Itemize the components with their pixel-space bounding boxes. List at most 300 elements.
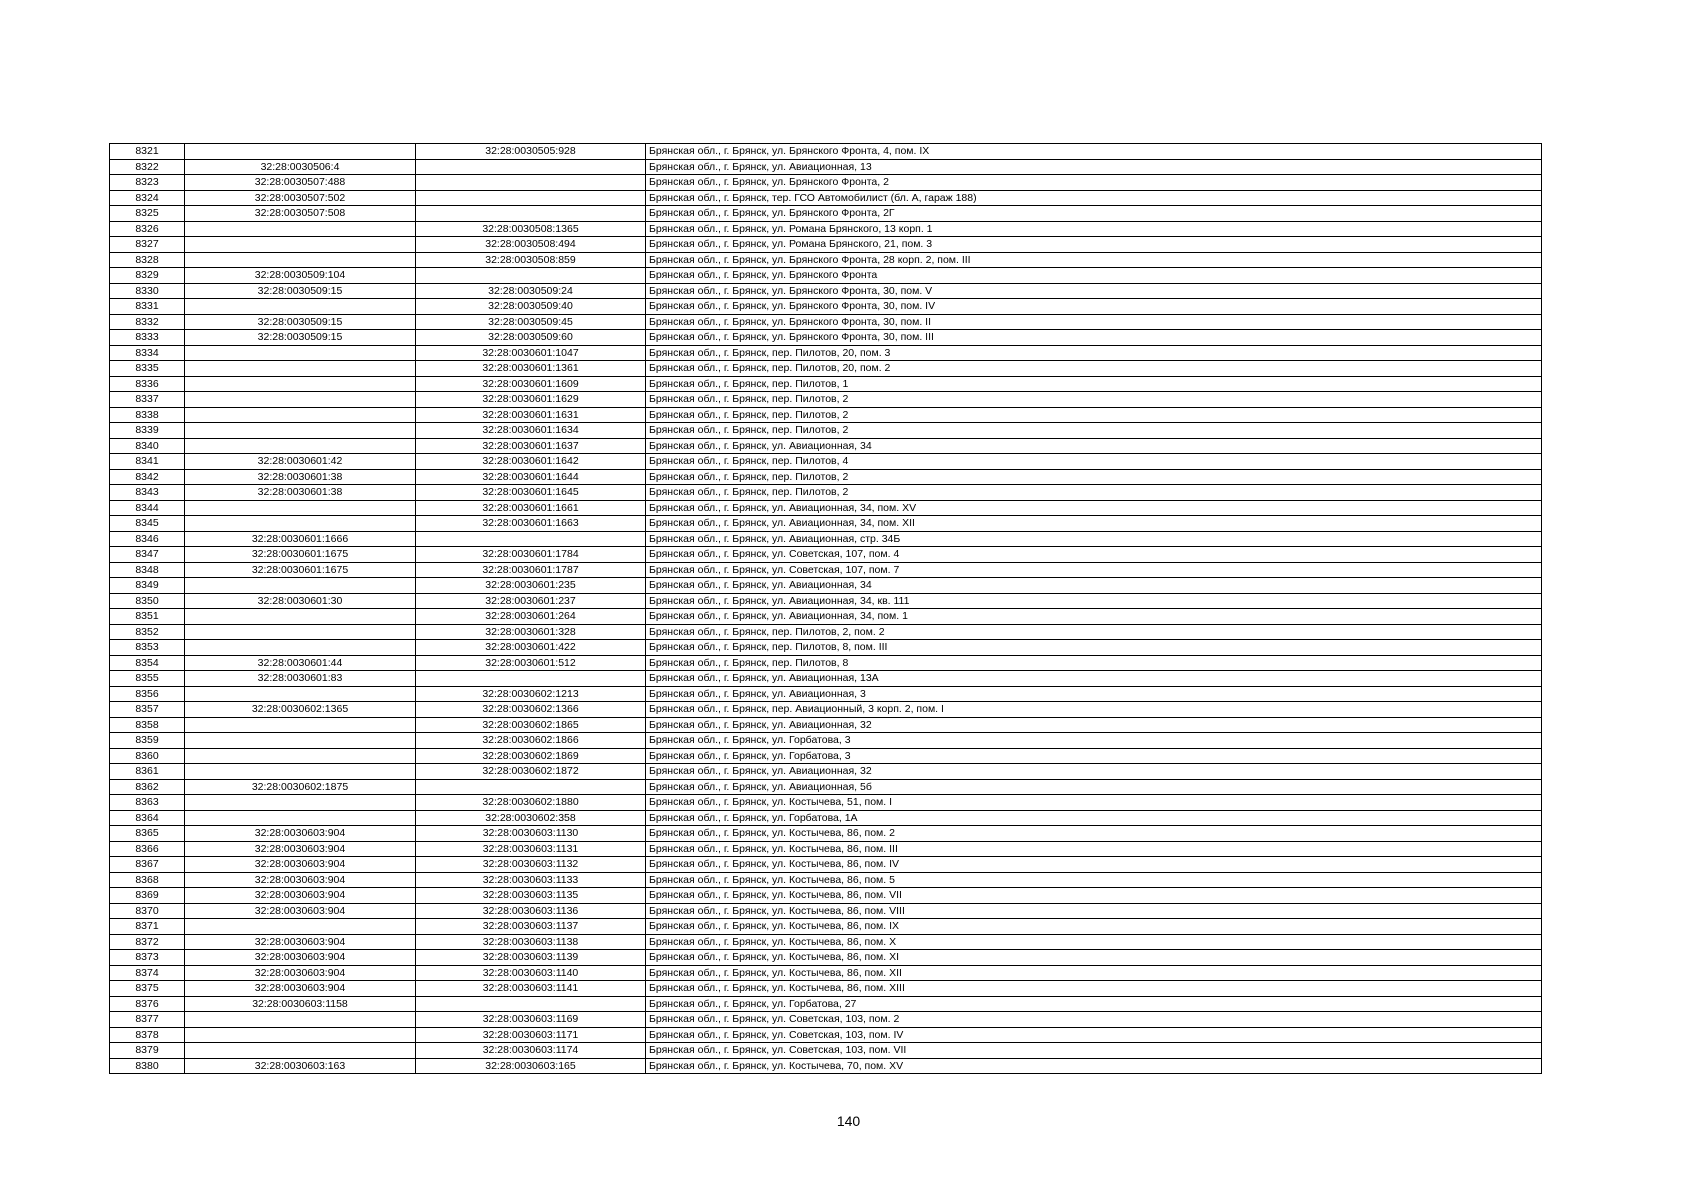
cadastral-number-cell: 32:28:0030603:1171 xyxy=(416,1027,646,1043)
row-number-cell: 8351 xyxy=(110,609,185,625)
table-row xyxy=(110,919,1542,935)
address-cell: Брянская обл., г. Брянск, ул. Авиационная, 34, пом. 1 xyxy=(646,609,1542,625)
cadastral-number-cell: 32:28:0030603:1140 xyxy=(416,965,646,981)
row-number-cell: 8342 xyxy=(110,469,185,485)
address-cell: Брянская обл., г. Брянск, ул. Костычева, 86, пом. XIII xyxy=(646,981,1542,997)
table-row xyxy=(110,593,1542,609)
table-row xyxy=(110,423,1542,439)
address-cell: Брянская обл., г. Брянск, ул. Костычева, 86, пом. 2 xyxy=(646,826,1542,842)
address-cell: Брянская обл., г. Брянск, ул. Советская, 103, пом. IV xyxy=(646,1027,1542,1043)
row-number-cell: 8357 xyxy=(110,702,185,718)
parent-cadastral-number-cell xyxy=(185,748,416,764)
cadastral-number-cell: 32:28:0030602:1366 xyxy=(416,702,646,718)
row-number-cell: 8368 xyxy=(110,872,185,888)
address-cell: Брянская обл., г. Брянск, ул. Горбатова, 3 xyxy=(646,748,1542,764)
address-cell: Брянская обл., г. Брянск, ул. Костычева, 86, пом. IV xyxy=(646,857,1542,873)
table-row xyxy=(110,702,1542,718)
parent-cadastral-number-cell: 32:28:0030509:15 xyxy=(185,330,416,346)
parent-cadastral-number-cell: 32:28:0030601:38 xyxy=(185,469,416,485)
table-row xyxy=(110,392,1542,408)
parent-cadastral-number-cell xyxy=(185,392,416,408)
cadastral-number-cell: 32:28:0030601:1663 xyxy=(416,516,646,532)
table-row xyxy=(110,407,1542,423)
parent-cadastral-number-cell xyxy=(185,1012,416,1028)
parent-cadastral-number-cell: 32:28:0030601:1675 xyxy=(185,562,416,578)
cadastral-number-cell: 32:28:0030602:1213 xyxy=(416,686,646,702)
cadastral-number-cell xyxy=(416,996,646,1012)
row-number-cell: 8362 xyxy=(110,779,185,795)
row-number-cell: 8377 xyxy=(110,1012,185,1028)
address-cell: Брянская обл., г. Брянск, ул. Брянского Фронта xyxy=(646,268,1542,284)
table-row xyxy=(110,206,1542,222)
table-row xyxy=(110,376,1542,392)
cadastral-number-cell: 32:28:0030603:1138 xyxy=(416,934,646,950)
parent-cadastral-number-cell: 32:28:0030603:904 xyxy=(185,857,416,873)
cadastral-number-cell: 32:28:0030603:1133 xyxy=(416,872,646,888)
table-row xyxy=(110,888,1542,904)
address-cell: Брянская обл., г. Брянск, тер. ГСО Автомобилист (бл. А, гараж 188) xyxy=(646,190,1542,206)
table-row xyxy=(110,547,1542,563)
row-number-cell: 8330 xyxy=(110,283,185,299)
address-cell: Брянская обл., г. Брянск, ул. Брянского Фронта, 4, пом. IX xyxy=(646,144,1542,160)
parent-cadastral-number-cell: 32:28:0030507:488 xyxy=(185,175,416,191)
cadastral-number-cell xyxy=(416,206,646,222)
cadastral-number-cell xyxy=(416,779,646,795)
parent-cadastral-number-cell xyxy=(185,810,416,826)
row-number-cell: 8325 xyxy=(110,206,185,222)
cadastral-number-cell: 32:28:0030602:1865 xyxy=(416,717,646,733)
row-number-cell: 8379 xyxy=(110,1043,185,1059)
table-row xyxy=(110,1012,1542,1028)
cadastral-number-cell: 32:28:0030508:494 xyxy=(416,237,646,253)
table-row xyxy=(110,361,1542,377)
address-cell: Брянская обл., г. Брянск, ул. Костычева, 86, пом. VII xyxy=(646,888,1542,904)
address-cell: Брянская обл., г. Брянск, пер. Пилотов, 8 xyxy=(646,655,1542,671)
row-number-cell: 8366 xyxy=(110,841,185,857)
table-row xyxy=(110,330,1542,346)
address-cell: Брянская обл., г. Брянск, ул. Романа Брянского, 21, пом. 3 xyxy=(646,237,1542,253)
parent-cadastral-number-cell xyxy=(185,717,416,733)
address-cell: Брянская обл., г. Брянск, пер. Пилотов, 4 xyxy=(646,454,1542,470)
parent-cadastral-number-cell xyxy=(185,237,416,253)
row-number-cell: 8367 xyxy=(110,857,185,873)
address-cell: Брянская обл., г. Брянск, пер. Авиационный, 3 корп. 2, пом. I xyxy=(646,702,1542,718)
address-cell: Брянская обл., г. Брянск, ул. Брянского Фронта, 2 xyxy=(646,175,1542,191)
parent-cadastral-number-cell: 32:28:0030602:1365 xyxy=(185,702,416,718)
parent-cadastral-number-cell xyxy=(185,438,416,454)
address-cell: Брянская обл., г. Брянск, пер. Пилотов, 2 xyxy=(646,423,1542,439)
address-cell: Брянская обл., г. Брянск, ул. Горбатова, 1А xyxy=(646,810,1542,826)
cadastral-number-cell: 32:28:0030601:1637 xyxy=(416,438,646,454)
cadastral-number-cell: 32:28:0030602:1869 xyxy=(416,748,646,764)
table-row xyxy=(110,283,1542,299)
table-row xyxy=(110,1058,1542,1074)
address-cell: Брянская обл., г. Брянск, ул. Авиационная, 13А xyxy=(646,671,1542,687)
table-row xyxy=(110,655,1542,671)
row-number-cell: 8339 xyxy=(110,423,185,439)
table-row xyxy=(110,779,1542,795)
parent-cadastral-number-cell: 32:28:0030601:83 xyxy=(185,671,416,687)
cadastral-number-cell: 32:28:0030601:1634 xyxy=(416,423,646,439)
row-number-cell: 8365 xyxy=(110,826,185,842)
parent-cadastral-number-cell: 32:28:0030601:44 xyxy=(185,655,416,671)
address-cell: Брянская обл., г. Брянск, ул. Костычева, 86, пом. III xyxy=(646,841,1542,857)
address-cell: Брянская обл., г. Брянск, ул. Брянского Фронта, 28 корп. 2, пом. III xyxy=(646,252,1542,268)
row-number-cell: 8349 xyxy=(110,578,185,594)
table-row xyxy=(110,454,1542,470)
cadastral-number-cell: 32:28:0030603:1141 xyxy=(416,981,646,997)
parent-cadastral-number-cell: 32:28:0030603:904 xyxy=(185,903,416,919)
parent-cadastral-number-cell: 32:28:0030603:904 xyxy=(185,934,416,950)
cadastral-number-cell: 32:28:0030601:237 xyxy=(416,593,646,609)
parent-cadastral-number-cell: 32:28:0030603:904 xyxy=(185,888,416,904)
address-cell: Брянская обл., г. Брянск, ул. Брянского Фронта, 2Г xyxy=(646,206,1542,222)
row-number-cell: 8336 xyxy=(110,376,185,392)
parent-cadastral-number-cell: 32:28:0030601:30 xyxy=(185,593,416,609)
cadastral-number-cell: 32:28:0030603:1136 xyxy=(416,903,646,919)
table-row xyxy=(110,252,1542,268)
cadastral-number-cell xyxy=(416,159,646,175)
parent-cadastral-number-cell xyxy=(185,221,416,237)
cadastral-number-cell: 32:28:0030601:1661 xyxy=(416,500,646,516)
parent-cadastral-number-cell: 32:28:0030601:42 xyxy=(185,454,416,470)
table-row xyxy=(110,531,1542,547)
row-number-cell: 8369 xyxy=(110,888,185,904)
table-row xyxy=(110,810,1542,826)
parent-cadastral-number-cell: 32:28:0030602:1875 xyxy=(185,779,416,795)
table-row xyxy=(110,996,1542,1012)
row-number-cell: 8364 xyxy=(110,810,185,826)
registry-table xyxy=(109,143,1542,1074)
address-cell: Брянская обл., г. Брянск, ул. Авиационная, 34 xyxy=(646,438,1542,454)
parent-cadastral-number-cell xyxy=(185,345,416,361)
parent-cadastral-number-cell: 32:28:0030603:904 xyxy=(185,841,416,857)
row-number-cell: 8353 xyxy=(110,640,185,656)
row-number-cell: 8363 xyxy=(110,795,185,811)
address-cell: Брянская обл., г. Брянск, пер. Пилотов, 8, пом. III xyxy=(646,640,1542,656)
table-row xyxy=(110,438,1542,454)
table-row xyxy=(110,516,1542,532)
parent-cadastral-number-cell xyxy=(185,299,416,315)
parent-cadastral-number-cell xyxy=(185,516,416,532)
cadastral-number-cell: 32:28:0030509:24 xyxy=(416,283,646,299)
row-number-cell: 8337 xyxy=(110,392,185,408)
parent-cadastral-number-cell xyxy=(185,252,416,268)
address-cell: Брянская обл., г. Брянск, ул. Горбатова, 27 xyxy=(646,996,1542,1012)
table-row xyxy=(110,717,1542,733)
address-cell: Брянская обл., г. Брянск, ул. Авиационная, 13 xyxy=(646,159,1542,175)
parent-cadastral-number-cell xyxy=(185,423,416,439)
table-row xyxy=(110,950,1542,966)
cadastral-number-cell: 32:28:0030603:1130 xyxy=(416,826,646,842)
parent-cadastral-number-cell xyxy=(185,1043,416,1059)
table-row xyxy=(110,144,1542,160)
address-cell: Брянская обл., г. Брянск, ул. Советская, 103, пом. VII xyxy=(646,1043,1542,1059)
table-row xyxy=(110,640,1542,656)
cadastral-number-cell: 32:28:0030508:859 xyxy=(416,252,646,268)
row-number-cell: 8355 xyxy=(110,671,185,687)
row-number-cell: 8322 xyxy=(110,159,185,175)
row-number-cell: 8344 xyxy=(110,500,185,516)
cadastral-number-cell: 32:28:0030509:45 xyxy=(416,314,646,330)
address-cell: Брянская обл., г. Брянск, пер. Пилотов, 2, пом. 2 xyxy=(646,624,1542,640)
row-number-cell: 8361 xyxy=(110,764,185,780)
address-cell: Брянская обл., г. Брянск, пер. Пилотов, 2 xyxy=(646,485,1542,501)
table-row xyxy=(110,872,1542,888)
table-row xyxy=(110,609,1542,625)
row-number-cell: 8373 xyxy=(110,950,185,966)
cadastral-number-cell: 32:28:0030505:928 xyxy=(416,144,646,160)
table-row xyxy=(110,671,1542,687)
address-cell: Брянская обл., г. Брянск, пер. Пилотов, 20, пом. 3 xyxy=(646,345,1542,361)
address-cell: Брянская обл., г. Брянск, ул. Авиационная, 34, пом. XV xyxy=(646,500,1542,516)
cadastral-number-cell: 32:28:0030603:1139 xyxy=(416,950,646,966)
table-row xyxy=(110,299,1542,315)
cadastral-number-cell xyxy=(416,671,646,687)
row-number-cell: 8345 xyxy=(110,516,185,532)
cadastral-number-cell: 32:28:0030601:1644 xyxy=(416,469,646,485)
row-number-cell: 8329 xyxy=(110,268,185,284)
address-cell: Брянская обл., г. Брянск, ул. Авиационная, 3 xyxy=(646,686,1542,702)
row-number-cell: 8380 xyxy=(110,1058,185,1074)
cadastral-number-cell: 32:28:0030601:1629 xyxy=(416,392,646,408)
parent-cadastral-number-cell xyxy=(185,144,416,160)
row-number-cell: 8323 xyxy=(110,175,185,191)
address-cell: Брянская обл., г. Брянск, ул. Костычева, 70, пом. XV xyxy=(646,1058,1542,1074)
parent-cadastral-number-cell xyxy=(185,624,416,640)
row-number-cell: 8371 xyxy=(110,919,185,935)
address-cell: Брянская обл., г. Брянск, ул. Брянского Фронта, 30, пом. III xyxy=(646,330,1542,346)
address-cell: Брянская обл., г. Брянск, пер. Пилотов, 2 xyxy=(646,407,1542,423)
row-number-cell: 8374 xyxy=(110,965,185,981)
parent-cadastral-number-cell: 32:28:0030603:904 xyxy=(185,826,416,842)
address-cell: Брянская обл., г. Брянск, ул. Брянского Фронта, 30, пом. IV xyxy=(646,299,1542,315)
parent-cadastral-number-cell: 32:28:0030509:104 xyxy=(185,268,416,284)
table-row xyxy=(110,500,1542,516)
address-cell: Брянская обл., г. Брянск, ул. Авиационная, 32 xyxy=(646,717,1542,733)
row-number-cell: 8338 xyxy=(110,407,185,423)
parent-cadastral-number-cell: 32:28:0030507:502 xyxy=(185,190,416,206)
cadastral-number-cell: 32:28:0030601:422 xyxy=(416,640,646,656)
address-cell: Брянская обл., г. Брянск, ул. Костычева, 86, пом. 5 xyxy=(646,872,1542,888)
row-number-cell: 8335 xyxy=(110,361,185,377)
row-number-cell: 8333 xyxy=(110,330,185,346)
address-cell: Брянская обл., г. Брянск, ул. Авиационная, 34, пом. XII xyxy=(646,516,1542,532)
table-row xyxy=(110,237,1542,253)
parent-cadastral-number-cell: 32:28:0030507:508 xyxy=(185,206,416,222)
cadastral-number-cell: 32:28:0030603:1169 xyxy=(416,1012,646,1028)
page-number: 140 xyxy=(836,1113,861,1129)
parent-cadastral-number-cell xyxy=(185,919,416,935)
cadastral-number-cell: 32:28:0030509:40 xyxy=(416,299,646,315)
table-row xyxy=(110,826,1542,842)
row-number-cell: 8331 xyxy=(110,299,185,315)
row-number-cell: 8332 xyxy=(110,314,185,330)
address-cell: Брянская обл., г. Брянск, ул. Романа Брянского, 13 корп. 1 xyxy=(646,221,1542,237)
table-row xyxy=(110,345,1542,361)
address-cell: Брянская обл., г. Брянск, ул. Авиационная, 32 xyxy=(646,764,1542,780)
address-cell: Брянская обл., г. Брянск, ул. Горбатова, 3 xyxy=(646,733,1542,749)
row-number-cell: 8376 xyxy=(110,996,185,1012)
row-number-cell: 8334 xyxy=(110,345,185,361)
parent-cadastral-number-cell xyxy=(185,361,416,377)
parent-cadastral-number-cell xyxy=(185,578,416,594)
address-cell: Брянская обл., г. Брянск, ул. Авиационная, стр. 34Б xyxy=(646,531,1542,547)
row-number-cell: 8359 xyxy=(110,733,185,749)
cadastral-number-cell: 32:28:0030602:1866 xyxy=(416,733,646,749)
parent-cadastral-number-cell xyxy=(185,376,416,392)
row-number-cell: 8372 xyxy=(110,934,185,950)
row-number-cell: 8378 xyxy=(110,1027,185,1043)
row-number-cell: 8324 xyxy=(110,190,185,206)
parent-cadastral-number-cell xyxy=(185,733,416,749)
parent-cadastral-number-cell xyxy=(185,500,416,516)
row-number-cell: 8360 xyxy=(110,748,185,764)
parent-cadastral-number-cell: 32:28:0030603:904 xyxy=(185,965,416,981)
cadastral-number-cell xyxy=(416,531,646,547)
cadastral-number-cell: 32:28:0030601:1047 xyxy=(416,345,646,361)
cadastral-number-cell: 32:28:0030603:165 xyxy=(416,1058,646,1074)
cadastral-number-cell: 32:28:0030601:1645 xyxy=(416,485,646,501)
table-row xyxy=(110,175,1542,191)
address-cell: Брянская обл., г. Брянск, пер. Пилотов, 1 xyxy=(646,376,1542,392)
table-row xyxy=(110,965,1542,981)
row-number-cell: 8352 xyxy=(110,624,185,640)
cadastral-number-cell: 32:28:0030602:1880 xyxy=(416,795,646,811)
parent-cadastral-number-cell: 32:28:0030601:1675 xyxy=(185,547,416,563)
cadastral-number-cell: 32:28:0030601:1631 xyxy=(416,407,646,423)
table-row xyxy=(110,314,1542,330)
table-row xyxy=(110,469,1542,485)
table-row xyxy=(110,190,1542,206)
table-row xyxy=(110,624,1542,640)
registry-table-body xyxy=(110,144,1542,1074)
row-number-cell: 8326 xyxy=(110,221,185,237)
table-row xyxy=(110,748,1542,764)
cadastral-number-cell: 32:28:0030601:1642 xyxy=(416,454,646,470)
row-number-cell: 8340 xyxy=(110,438,185,454)
parent-cadastral-number-cell xyxy=(185,764,416,780)
cadastral-number-cell xyxy=(416,175,646,191)
table-row xyxy=(110,981,1542,997)
parent-cadastral-number-cell: 32:28:0030506:4 xyxy=(185,159,416,175)
address-cell: Брянская обл., г. Брянск, пер. Пилотов, 20, пом. 2 xyxy=(646,361,1542,377)
table-row xyxy=(110,562,1542,578)
address-cell: Брянская обл., г. Брянск, ул. Костычева, 86, пом. XII xyxy=(646,965,1542,981)
cadastral-number-cell: 32:28:0030602:1872 xyxy=(416,764,646,780)
table-row xyxy=(110,485,1542,501)
cadastral-number-cell: 32:28:0030603:1135 xyxy=(416,888,646,904)
address-cell: Брянская обл., г. Брянск, пер. Пилотов, 2 xyxy=(646,469,1542,485)
parent-cadastral-number-cell: 32:28:0030603:1158 xyxy=(185,996,416,1012)
row-number-cell: 8358 xyxy=(110,717,185,733)
parent-cadastral-number-cell: 32:28:0030601:38 xyxy=(185,485,416,501)
table-row xyxy=(110,934,1542,950)
parent-cadastral-number-cell xyxy=(185,609,416,625)
parent-cadastral-number-cell: 32:28:0030603:163 xyxy=(185,1058,416,1074)
row-number-cell: 8343 xyxy=(110,485,185,501)
table-row xyxy=(110,903,1542,919)
row-number-cell: 8356 xyxy=(110,686,185,702)
cadastral-number-cell: 32:28:0030601:235 xyxy=(416,578,646,594)
row-number-cell: 8370 xyxy=(110,903,185,919)
address-cell: Брянская обл., г. Брянск, пер. Пилотов, 2 xyxy=(646,392,1542,408)
cadastral-number-cell: 32:28:0030603:1137 xyxy=(416,919,646,935)
parent-cadastral-number-cell: 32:28:0030603:904 xyxy=(185,981,416,997)
table-row xyxy=(110,857,1542,873)
address-cell: Брянская обл., г. Брянск, ул. Брянского Фронта, 30, пом. V xyxy=(646,283,1542,299)
cadastral-number-cell xyxy=(416,268,646,284)
cadastral-number-cell: 32:28:0030603:1132 xyxy=(416,857,646,873)
cadastral-number-cell: 32:28:0030601:512 xyxy=(416,655,646,671)
address-cell: Брянская обл., г. Брянск, ул. Костычева, 86, пом. VIII xyxy=(646,903,1542,919)
cadastral-number-cell: 32:28:0030601:1609 xyxy=(416,376,646,392)
parent-cadastral-number-cell: 32:28:0030509:15 xyxy=(185,314,416,330)
row-number-cell: 8321 xyxy=(110,144,185,160)
table-row xyxy=(110,1043,1542,1059)
row-number-cell: 8348 xyxy=(110,562,185,578)
table-row xyxy=(110,795,1542,811)
row-number-cell: 8350 xyxy=(110,593,185,609)
table-row xyxy=(110,1027,1542,1043)
parent-cadastral-number-cell xyxy=(185,686,416,702)
address-cell: Брянская обл., г. Брянск, ул. Костычева, 86, пом. XI xyxy=(646,950,1542,966)
table-row xyxy=(110,764,1542,780)
row-number-cell: 8354 xyxy=(110,655,185,671)
row-number-cell: 8375 xyxy=(110,981,185,997)
parent-cadastral-number-cell: 32:28:0030509:15 xyxy=(185,283,416,299)
cadastral-number-cell: 32:28:0030602:358 xyxy=(416,810,646,826)
table-row xyxy=(110,221,1542,237)
address-cell: Брянская обл., г. Брянск, ул. Советская, 103, пом. 2 xyxy=(646,1012,1542,1028)
address-cell: Брянская обл., г. Брянск, ул. Костычева, 86, пом. X xyxy=(646,934,1542,950)
address-cell: Брянская обл., г. Брянск, ул. Авиационная, 34, кв. 111 xyxy=(646,593,1542,609)
cadastral-number-cell: 32:28:0030603:1174 xyxy=(416,1043,646,1059)
parent-cadastral-number-cell: 32:28:0030603:904 xyxy=(185,950,416,966)
cadastral-number-cell: 32:28:0030601:328 xyxy=(416,624,646,640)
address-cell: Брянская обл., г. Брянск, ул. Советская, 107, пом. 7 xyxy=(646,562,1542,578)
row-number-cell: 8341 xyxy=(110,454,185,470)
address-cell: Брянская обл., г. Брянск, ул. Авиационная, 5б xyxy=(646,779,1542,795)
table-row xyxy=(110,268,1542,284)
row-number-cell: 8346 xyxy=(110,531,185,547)
cadastral-number-cell: 32:28:0030601:1361 xyxy=(416,361,646,377)
cadastral-number-cell: 32:28:0030601:264 xyxy=(416,609,646,625)
row-number-cell: 8347 xyxy=(110,547,185,563)
row-number-cell: 8328 xyxy=(110,252,185,268)
parent-cadastral-number-cell: 32:28:0030601:1666 xyxy=(185,531,416,547)
table-row xyxy=(110,578,1542,594)
row-number-cell: 8327 xyxy=(110,237,185,253)
cadastral-number-cell: 32:28:0030603:1131 xyxy=(416,841,646,857)
table-row xyxy=(110,733,1542,749)
parent-cadastral-number-cell xyxy=(185,640,416,656)
cadastral-number-cell: 32:28:0030509:60 xyxy=(416,330,646,346)
parent-cadastral-number-cell xyxy=(185,1027,416,1043)
table-row xyxy=(110,841,1542,857)
table-row xyxy=(110,686,1542,702)
parent-cadastral-number-cell xyxy=(185,407,416,423)
address-cell: Брянская обл., г. Брянск, ул. Брянского Фронта, 30, пом. II xyxy=(646,314,1542,330)
address-cell: Брянская обл., г. Брянск, ул. Советская, 107, пом. 4 xyxy=(646,547,1542,563)
cadastral-number-cell xyxy=(416,190,646,206)
table-row xyxy=(110,159,1542,175)
parent-cadastral-number-cell: 32:28:0030603:904 xyxy=(185,872,416,888)
address-cell: Брянская обл., г. Брянск, ул. Костычева, 51, пом. I xyxy=(646,795,1542,811)
parent-cadastral-number-cell xyxy=(185,795,416,811)
cadastral-number-cell: 32:28:0030601:1787 xyxy=(416,562,646,578)
cadastral-number-cell: 32:28:0030601:1784 xyxy=(416,547,646,563)
